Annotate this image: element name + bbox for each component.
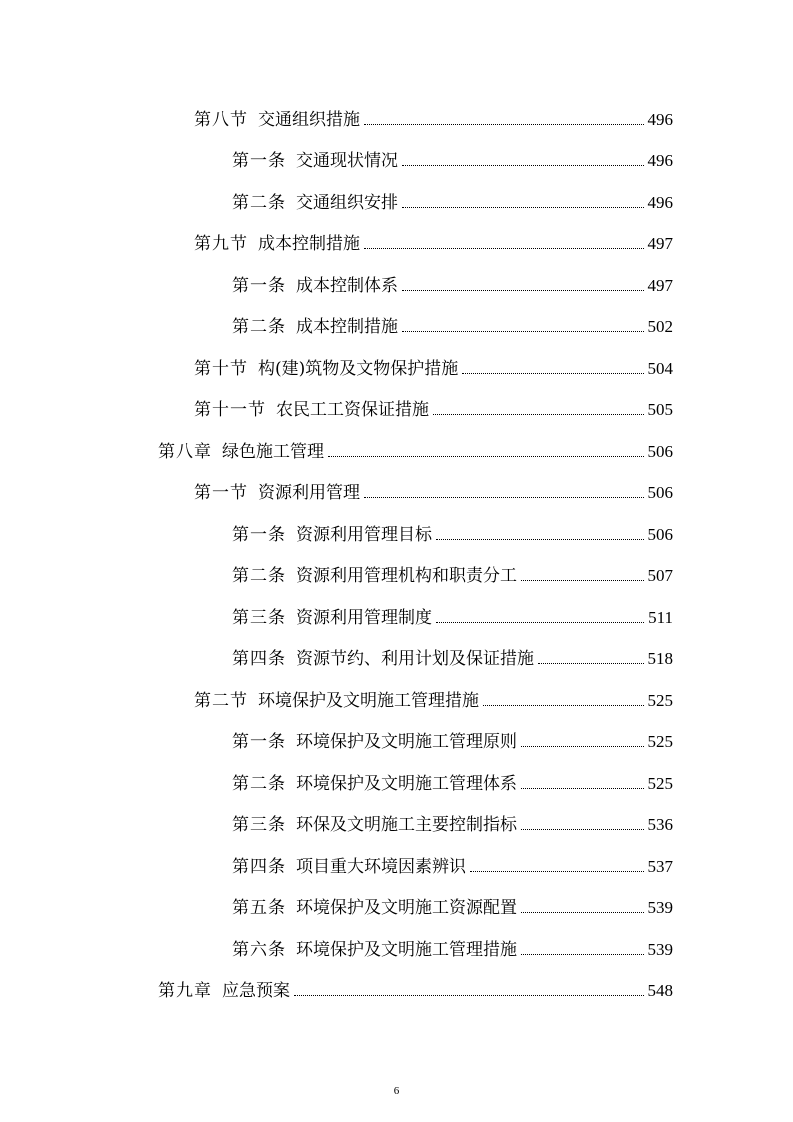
toc-entry-title: 交通组织安排 — [296, 192, 398, 213]
toc-entry-number: 第二条 — [232, 773, 286, 794]
toc-leader-dots — [470, 870, 644, 872]
toc-entry[interactable] — [0, 628, 673, 670]
toc-leader-dots — [402, 206, 644, 208]
toc-entry-number: 第一条 — [232, 732, 286, 752]
toc-leader-dots — [521, 579, 644, 581]
toc-leader-dots — [402, 164, 644, 166]
toc-entry[interactable] — [0, 752, 673, 794]
toc-entry[interactable] — [0, 669, 673, 711]
toc-entry-number: 第二条 — [232, 566, 286, 586]
toc-entry-page: 525 — [647, 690, 673, 710]
toc-leader-dots — [538, 662, 644, 664]
toc-entry-number: 第一条 — [232, 524, 286, 545]
toc-leader-dots — [433, 413, 644, 415]
toc-leader-dots — [483, 704, 644, 706]
toc-entry-number: 第十节 — [194, 358, 248, 379]
toc-entry[interactable] — [0, 794, 673, 836]
toc-entry-page: 536 — [647, 815, 673, 834]
toc-entry-page: 548 — [647, 981, 673, 1000]
toc-entry-title: 环境保护及文明施工管理措施 — [296, 939, 517, 960]
toc-entry-number: 第五条 — [232, 898, 286, 918]
toc-entry-page: 502 — [647, 317, 673, 336]
toc-leader-dots — [521, 745, 644, 747]
toc-entry-number: 第二条 — [232, 317, 286, 337]
toc-entry[interactable] — [0, 379, 673, 421]
toc-entry[interactable] — [0, 545, 673, 587]
toc-leader-dots — [521, 911, 644, 913]
toc-entry-page: 506 — [647, 441, 673, 461]
toc-entry-number: 第四条 — [232, 649, 286, 669]
toc-entry[interactable] — [0, 503, 673, 545]
toc-entry-title: 资源利用管理机构和职责分工 — [296, 566, 517, 586]
toc-entry-page: 511 — [648, 607, 673, 627]
toc-entry-page: 525 — [647, 732, 673, 751]
toc-entry-title: 成本控制体系 — [296, 275, 398, 296]
toc-entry-title: 资源利用管理 — [258, 483, 360, 503]
page-number: 6 — [393, 1085, 400, 1097]
toc-entry-number: 第八章 — [158, 441, 212, 462]
toc-entry-page: 496 — [647, 109, 673, 129]
toc-entry-title: 项目重大环境因素辨识 — [296, 856, 466, 877]
toc-entry[interactable] — [0, 877, 673, 919]
toc-entry[interactable] — [0, 171, 673, 213]
toc-entry-page: 504 — [647, 358, 673, 378]
toc-entry-title: 交通组织措施 — [258, 109, 360, 130]
toc-leader-dots — [402, 330, 644, 332]
toc-leader-dots — [436, 538, 644, 540]
toc-entry-page: 518 — [647, 649, 673, 668]
toc-entry-page: 497 — [647, 234, 673, 253]
toc-leader-dots — [462, 372, 643, 374]
toc-entry-title: 成本控制措施 — [258, 234, 360, 254]
toc-entry[interactable] — [0, 462, 673, 504]
toc-entry-page: 505 — [647, 400, 673, 419]
toc-entry[interactable] — [0, 420, 673, 462]
toc-entry-number: 第六条 — [232, 939, 286, 960]
toc-entry-number: 第八节 — [194, 109, 248, 130]
toc-entry-number: 第三条 — [232, 815, 286, 835]
toc-entry-number: 第四条 — [232, 856, 286, 877]
toc-entry-number: 第二节 — [194, 690, 248, 711]
toc-leader-dots — [364, 123, 644, 125]
toc-entry-number: 第一条 — [232, 275, 286, 296]
toc-entry[interactable] — [0, 918, 673, 960]
toc-leader-dots — [328, 455, 644, 457]
toc-entry-number: 第九节 — [194, 234, 248, 254]
toc-entry[interactable] — [0, 586, 673, 628]
toc-entry-title: 绿色施工管理 — [222, 441, 324, 462]
toc-leader-dots — [521, 787, 644, 789]
toc-entry[interactable] — [0, 254, 673, 296]
toc-entry[interactable] — [0, 88, 673, 130]
toc-entry[interactable] — [0, 835, 673, 877]
toc-entry-title: 构(建)筑物及文物保护措施 — [258, 358, 459, 379]
toc-entry-number: 第一节 — [194, 483, 248, 503]
toc-entry[interactable] — [0, 711, 673, 753]
toc-leader-dots — [521, 953, 644, 955]
toc-entry-page: 539 — [647, 939, 673, 959]
toc-entry-title: 交通现状情况 — [296, 151, 398, 171]
toc-entry-title: 环境保护及文明施工资源配置 — [296, 898, 517, 918]
toc-entry-page: 537 — [647, 856, 673, 876]
toc-leader-dots — [402, 289, 644, 291]
toc-entry-number: 第二条 — [232, 192, 286, 213]
toc-entry-number: 第十一节 — [194, 400, 266, 420]
toc-entry-title: 资源节约、利用计划及保证措施 — [296, 649, 534, 669]
toc-leader-dots — [364, 247, 644, 249]
toc-entry-title: 环境保护及文明施工管理体系 — [296, 773, 517, 794]
toc-entry[interactable] — [0, 213, 673, 255]
toc-entry-number: 第三条 — [232, 607, 286, 628]
toc-entry[interactable] — [0, 130, 673, 172]
table-of-contents — [0, 88, 793, 1001]
toc-entry-title: 农民工工资保证措施 — [276, 400, 429, 420]
toc-entry-page: 496 — [647, 151, 673, 170]
toc-entry-page: 506 — [647, 524, 673, 544]
toc-entry-number: 第一条 — [232, 151, 286, 171]
toc-entry-title: 环保及文明施工主要控制指标 — [296, 815, 517, 835]
toc-leader-dots — [436, 621, 644, 623]
toc-entry-page: 496 — [647, 192, 673, 212]
toc-leader-dots — [294, 994, 644, 996]
toc-entry-title: 应急预案 — [222, 981, 290, 1001]
toc-entry[interactable] — [0, 296, 673, 338]
toc-entry-title: 环境保护及文明施工管理原则 — [296, 732, 517, 752]
toc-entry-page: 525 — [647, 773, 673, 793]
toc-entry-title: 资源利用管理制度 — [296, 607, 432, 628]
toc-entry-page: 539 — [647, 898, 673, 917]
toc-leader-dots — [521, 828, 644, 830]
toc-entry-title: 资源利用管理目标 — [296, 524, 432, 545]
toc-entry-page: 506 — [647, 483, 673, 502]
toc-entry-title: 环境保护及文明施工管理措施 — [258, 690, 479, 711]
toc-entry-page: 497 — [647, 275, 673, 295]
toc-entry-number: 第九章 — [158, 981, 212, 1001]
toc-entry[interactable] — [0, 960, 673, 1002]
toc-entry-page: 507 — [647, 566, 673, 585]
toc-leader-dots — [364, 496, 644, 498]
toc-entry[interactable] — [0, 337, 673, 379]
toc-entry-title: 成本控制措施 — [296, 317, 398, 337]
